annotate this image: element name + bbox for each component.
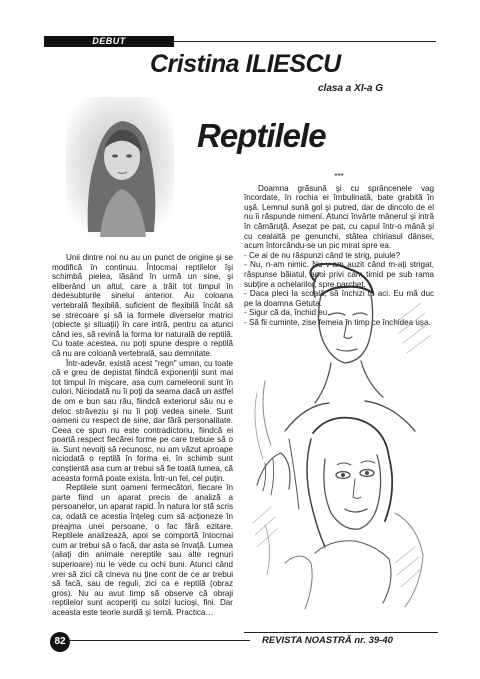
article-paragraph: Într-adevăr, există acest "regn" uman, cu toate că e greu de depistat fiindcă exponenţii sunt mai tot timpul în mişcare, asa cum cameleonii sunt în culori. Niciodată nu îi poţi da seama dacă un astfel de om e bun sau rău, fiindcă exteriorul său nu e deloc străveziu şi nu îi poţi vedea sinele. Sunt oameni cu respect de sine, dar fără personalitate. Ceea ce spun nu este contradictoriu, fiindcă ei poartă respect fiecărei forme pe care trebuie să o ia. Sunt nevoiţi să recunosc, nu am văzut aproape niciodată o reptilă în forma ei, în schimb sunt conştientă asa cum ar trebui să fie toată lumea, că aceasta formă poate exista. Într-un fel, cel puţin. (52, 358, 233, 483)
dialogue-line: - Daca pleci la scoală, să închizi tu aci. Eu mă duc pe la doamna Getuta. (244, 289, 434, 308)
section-tag: DEBUT (44, 36, 174, 47)
publication-name: REVISTA NOASTRĂ nr. 39-40 (262, 635, 393, 646)
author-class: clasa a XI-a G (318, 83, 384, 94)
author-name: Cristina ILIESCU (150, 50, 341, 78)
sketch-illustration (245, 263, 435, 625)
article-column-left (52, 253, 233, 618)
page-number: 82 (50, 632, 70, 652)
article-paragraph: Reptilele sunt oameni fermecători, fiecare în parte fiind un aparat precis de analiză a persoanelor, un aparat rapid. În natura lor stă scris ca, odată ce acestia înţeleg cum să acţioneze în preajma unei persoane, o fac fără ezitare. Reptilele analizează, apoi se comportă întocmai cum ar trebui să o facă, dar asta se învaţă. Lumea (aliaţi din animale nereptile sau alte regnuri superioare) nu le vede cu ochi buni. Atunci când vrei să zici că cineva nu ţine cont de ce ar trebui să facă, sau de reguli, zici ca e reptilă (obraz gros). Nu au avut timp să observe că obraji reptilelor sunt acoperiţi cu solzi lucioşi, fini. Dar aceasta este teorie surdă şi ternă. Practica… (52, 483, 233, 617)
article-paragraph: Unii dintre noi nu au un punct de origine şi se modifică în continuu. Întocmai reptilelor îşi schimbă pielea, lăsând în urmă un sine, şi eliberând un altul, care a trăit tot timpul în dedesubturile sinelui anterior. Au coloana vertebrală flexibilă, suficient de flexibilă încât să se strecoare şi să ia formele diverselor matrici (obiecte şi situaţii) în care intră, pentru ca atunci când ies, să revină la forma lor naturală de reptilă. Cu toate acestea, nu poţi spune despre o reptilă că nu are coloană vertebrală, sau demnitate. (52, 253, 233, 358)
article-paragraph: Doamna grăsună şi cu sprâncenele vag încordate, în rochia ei îmbulinată, bate grabită în uşă. Lemnul sună gol şi putred, dar de dincolo de el nu îi răspunde nimeni. Atunci învârte mânerul şi intră în cămăruţă. Asezat pe pat, cu capul într-o mână şi cu cealaltă pe genunchi, stătea chiriasul dânsei, acum întorcându-se un pic mirat spre ea. (244, 183, 434, 251)
dialogue-line: - Nu, n-am nimic. Nu v-am auzit când m-aţi strigat, răspunse băiatul, apoi privi cam timid pe sub rama subţire a ochelarilor, spre parchet. (244, 260, 434, 289)
author-photo (66, 97, 174, 237)
footer-rule (244, 632, 438, 633)
dialogue-line: - Ce ai de nu răspunzi când te strig, puiule? (244, 250, 401, 260)
dialogue-line: - Să fii cuminte, zise femeia în timp ce închidea uşa. (244, 317, 431, 327)
footer-rule (70, 640, 250, 641)
section-separator: *** (334, 172, 344, 181)
article-title: Reptilele (197, 117, 326, 154)
dialogue-line: - Sigur că da, închid eu. (244, 308, 330, 318)
header-rule (174, 41, 436, 42)
